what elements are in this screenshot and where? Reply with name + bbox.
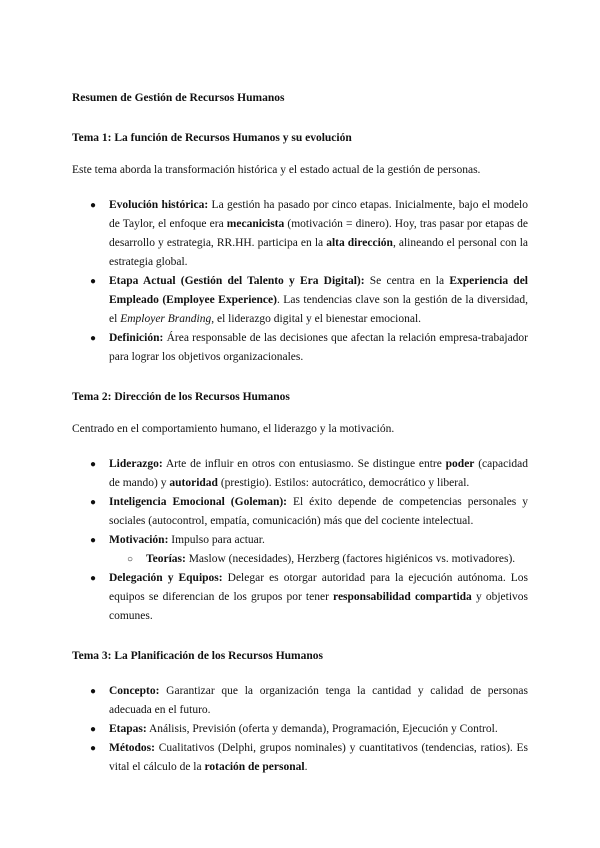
list-item: ● Etapa Actual (Gestión del Talento y Era Digital): Se centra en la Experiencia del Empleado (Employee Experience). Las tendencias clave son la gestión de la diversidad, el Employer Branding, el liderazgo digital y el bienestar emocional. [72, 272, 528, 329]
bullet-list [72, 682, 528, 777]
bullet-icon: ● [90, 686, 97, 697]
bullet-icon: ● [90, 743, 97, 754]
section-intro: Este tema aborda la transformación histórica y el estado actual de la gestión de personas. [72, 164, 481, 176]
bullet-list [72, 196, 528, 367]
list-item: ● Delegación y Equipos: Delegar es otorgar autoridad para la ejecución autónoma. Los equipos se diferencian de los grupos por tener responsabilidad compartida y objetivos comunes. [72, 569, 528, 626]
section-title: Tema 1: La función de Recursos Humanos y su evolución [72, 132, 352, 144]
list-item: ● Motivación: Impulso para actuar. ○ Teorías: Maslow (necesidades), Herzberg (factores higiénicos vs. motivadores). [72, 531, 528, 569]
list-item: ● Concepto: Garantizar que la organización tenga la cantidad y calidad de personas adecuada en el futuro. [72, 682, 528, 720]
bullet-icon: ● [90, 459, 97, 470]
list-item: ● Métodos: Cualitativos (Delphi, grupos nominales) y cuantitativos (tendencias, ratios). Es vital el cálculo de la rotación de personal. [72, 739, 528, 777]
section-intro: Centrado en el comportamiento humano, el liderazgo y la motivación. [72, 423, 395, 435]
bullet-icon: ● [90, 200, 97, 211]
bullet-list [72, 455, 528, 626]
bullet-icon: ● [90, 724, 97, 735]
sub-bullet-icon: ○ [127, 554, 134, 565]
section-title: Tema 3: La Planificación de los Recursos Humanos [72, 650, 323, 662]
document-title: Resumen de Gestión de Recursos Humanos [72, 92, 285, 104]
bullet-icon: ● [90, 573, 97, 584]
list-item: ● Evolución histórica: La gestión ha pasado por cinco etapas. Inicialmente, bajo el modelo de Taylor, el enfoque era mecanicista (motivación = dinero). Hoy, tras pasar por etapas de desarrollo y estrategia, RR.HH. participa en la alta dirección, alineando el personal con la estrategia global. [72, 196, 528, 272]
bullet-icon: ● [90, 276, 97, 287]
sub-list-item: ○ Teorías: Maslow (necesidades), Herzberg (factores higiénicos vs. motivadores). [109, 550, 528, 569]
bullet-icon: ● [90, 333, 97, 344]
section-tema-2 [72, 391, 528, 626]
list-item: ● Liderazgo: Arte de influir en otros con entusiasmo. Se distingue entre poder (capacidad de mando) y autoridad (prestigio). Estilos: autocrático, democrático y liberal. [72, 455, 528, 493]
bullet-icon: ● [90, 535, 97, 546]
bullet-icon: ● [90, 497, 97, 508]
list-item: ● Etapas: Análisis, Previsión (oferta y demanda), Programación, Ejecución y Control. [72, 720, 528, 739]
section-tema-3 [72, 650, 528, 777]
section-tema-1 [72, 132, 528, 367]
sub-bullet-list [109, 550, 528, 569]
section-title: Tema 2: Dirección de los Recursos Humanos [72, 391, 290, 403]
list-item: ● Definición: Área responsable de las decisiones que afectan la relación empresa-trabajador para lograr los objetivos organizacionales. [72, 329, 528, 367]
list-item: ● Inteligencia Emocional (Goleman): El éxito depende de competencias personales y sociales (autocontrol, empatía, comunicación) más que del cociente intelectual. [72, 493, 528, 531]
